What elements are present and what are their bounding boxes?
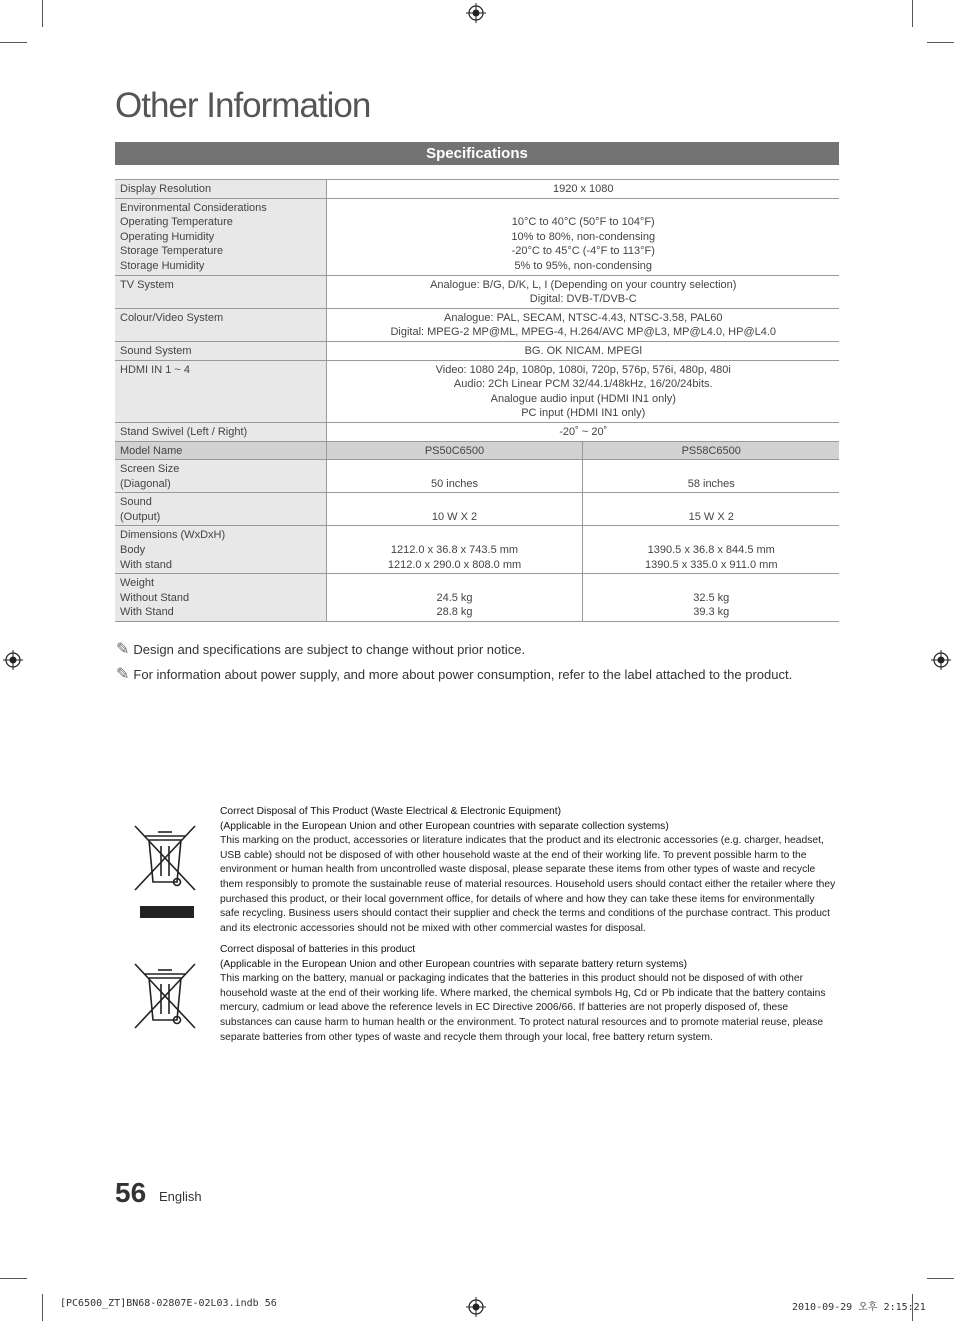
spec-value-line: PC input (HDMI IN1 only) [521,407,646,420]
spec-label-line: Sound System [120,344,192,357]
crossed-bin-icon [133,960,197,1032]
crop-mark [927,1278,954,1279]
spec-value-line: 15 W X 2 [688,510,734,523]
spec-label-line: Sound [120,496,152,509]
spec-label [115,574,326,622]
model-header-row [115,441,839,460]
spec-value-line: 5% to 95%, non-condensing [514,259,653,272]
note-pencil-icon: ✎ [116,641,130,658]
spec-label [115,460,326,493]
spec-label [115,526,326,574]
spec-value [582,460,839,493]
spec-label-line: Operating Temperature [120,216,233,229]
spec-label-line: Stand Swivel (Left / Right) [120,425,248,438]
spec-value-line: -20˚ ~ 20˚ [559,425,608,438]
spec-value [326,422,839,441]
note-text: Design and specifications are subject to change without prior notice. [133,642,526,657]
spec-label-line: Operating Humidity [120,230,215,243]
crop-mark [42,1294,43,1321]
spec-label [115,275,326,308]
spec-value-line: 24.5 kg [436,591,473,604]
spec-value-line: 28.8 kg [436,606,473,619]
spec-value-line: 10°C to 40°C (50°F to 104°F) [511,216,655,229]
weee-title: Correct Disposal of This Product (Waste Electrical & Electronic Equipment) [220,806,562,817]
spec-label [115,341,326,360]
crop-mark [42,0,43,27]
spec-value-line: -20°C to 45°C (-4°F to 113°F) [511,245,655,258]
battery-subtitle: (Applicable in the European Union and other European countries with separate battery return systems) [220,958,688,970]
registration-mark-icon [931,650,951,670]
weee-body: This marking on the product, accessories or literature indicates that the product and its electronic accessories (e.g. charger, headset, USB cable) should not be disposed of with other household waste at the end of their working life. To prevent possible harm to the environment or human health from uncontrolled waste disposal, please separate these items from other types of waste and recycle them responsibly to promote the sustainable reuse of material resources. Household users should contact either the retailer where they purchased this product, or their local government office, for details of where and how they can take these items for environmentally safe recycling. Business users should contact their supplier and check the terms and conditions of the purchase contract. This product and its electronic accessories should not be mixed with other commercial wastes for disposal. [220,835,836,934]
spec-label [115,493,326,526]
crop-mark [0,42,27,43]
note-text: For information about power supply, and more about power consumption, refer to the label attached to the product. [133,667,793,682]
spec-value-line: 10% to 80%, non-condensing [511,230,656,243]
page-number: 56 [115,1177,147,1208]
weee-notice [220,805,836,936]
spec-value [582,493,839,526]
table-row [115,460,839,493]
table-row [115,198,839,275]
spec-value-line: BG. OK NICAM. MPEGl [524,344,642,357]
spec-label-line: HDMI IN 1 ~ 4 [120,363,190,376]
spec-label-line: With Stand [120,606,174,619]
spec-label-line: Display Resolution [120,183,212,195]
spec-value-line: 10 W X 2 [431,510,478,523]
model-name: PS58C6500 [582,441,839,460]
spec-value [326,198,839,275]
spec-value-line: 58 inches [687,477,735,490]
spec-value [326,275,839,308]
spec-label-line: Without Stand [120,591,190,604]
spec-value [326,180,839,199]
spec-label-line: Colour/Video System [120,311,224,324]
spec-label-line: Storage Temperature [120,245,224,258]
model-name: PS50C6500 [326,441,582,460]
battery-body: This marking on the battery, manual or packaging indicates that the batteries in this product should not be disposed of with other household waste at the end of their working life. Where marked, the chemical symbols Hg, Cd or Pb indicate that the battery contains mercury, cadmium or lead above the reference levels in EC Directive 2006/66. If batteries are not properly disposed of, these substances can cause harm to human health or the environment. To protect natural resources and to promote material reuse, please separate batteries from other types of waste and recycle them through your local, free battery return system. [220,973,826,1043]
crop-mark [0,1278,27,1279]
table-row [115,574,839,622]
spec-value [582,526,839,574]
spec-value [582,574,839,622]
note-pencil-icon: ✎ [116,666,130,683]
spec-label-line: Dimensions (WxDxH) [120,529,226,542]
spec-label-line: (Diagonal) [120,477,171,490]
table-row [115,275,839,308]
section-heading: Specifications [115,142,839,165]
spec-value-line: Video: 1080 24p, 1080p, 1080i, 720p, 576p, 576i, 480p, 480i [435,363,731,376]
spec-label-line: (Output) [120,510,161,523]
table-row [115,308,839,341]
spec-value-line: 32.5 kg [693,591,730,604]
spec-value-line: Audio: 2Ch Linear PCM 32/44.1/48kHz, 16/20/24bits. [453,378,713,391]
registration-mark-icon [3,650,23,670]
spec-label-line: Body [120,544,146,557]
page-language: English [159,1189,202,1204]
spec-value-line: 1390.5 x 36.8 x 844.5 mm [647,544,775,557]
spec-value [326,574,582,622]
footer-file: [PC6500_ZT]BN68-02807E-02L03.indb 56 [60,1298,277,1309]
spec-value-line: 39.3 kg [693,606,730,619]
registration-mark-icon [466,1297,486,1317]
spec-value [326,308,839,341]
battery-title: Correct disposal of batteries in this product [220,944,416,955]
spec-value-line: Digital: DVB-T/DVB-C [529,293,637,306]
footer-timestamp: 2010-09-29 오후 2:15:21 [792,1302,926,1313]
spec-value [326,360,839,422]
spec-value-line: 1390.5 x 335.0 x 911.0 mm [645,558,778,571]
spec-label [115,422,326,441]
spec-label-line: TV System [120,278,174,291]
spec-value [326,526,582,574]
spec-label-line: Weight [120,577,155,590]
specifications-table [115,179,839,622]
note-item [116,639,525,659]
table-row [115,180,839,199]
spec-value-line: 1212.0 x 290.0 x 808.0 mm [387,558,522,571]
spec-value-line: 1212.0 x 36.8 x 743.5 mm [390,544,519,557]
battery-notice [220,943,836,1045]
crop-mark [912,0,913,27]
crop-mark [927,42,954,43]
spec-label-line: Screen Size [120,463,180,476]
spec-label-line: With stand [120,558,172,571]
page-title: Other Information [115,86,371,125]
table-row [115,526,839,574]
table-row [115,422,839,441]
spec-label [115,198,326,275]
spec-value-line: Analogue: PAL, SECAM, NTSC-4.43, NTSC-3.58, PAL60 [444,311,723,324]
spec-value-line: Digital: MPEG-2 MP@ML, MPEG-4, H.264/AVC MP@L3, MP@L4.0, HP@L4.0 [390,326,777,339]
note-item [116,664,792,684]
table-row [115,493,839,526]
spec-value-line: Analogue audio input (HDMI IN1 only) [490,392,676,405]
spec-label [115,360,326,422]
crossed-bin-icon [133,822,197,922]
registration-mark-icon [466,3,486,23]
spec-label-line: Environmental Considerations [120,201,267,214]
spec-label-line: Storage Humidity [120,259,205,272]
weee-subtitle: (Applicable in the European Union and other European countries with separate collection systems) [220,820,669,832]
spec-value-line: 1920 x 1080 [552,183,614,195]
model-name-label: Model Name [115,441,326,460]
table-row [115,360,839,422]
spec-label [115,180,326,199]
spec-label [115,308,326,341]
spec-value [326,460,582,493]
spec-value [326,493,582,526]
table-row [115,341,839,360]
spec-value-line: 50 inches [430,477,479,490]
spec-value-line: Analogue: B/G, D/K, L, I (Depending on your country selection) [430,278,737,291]
spec-value [326,341,839,360]
